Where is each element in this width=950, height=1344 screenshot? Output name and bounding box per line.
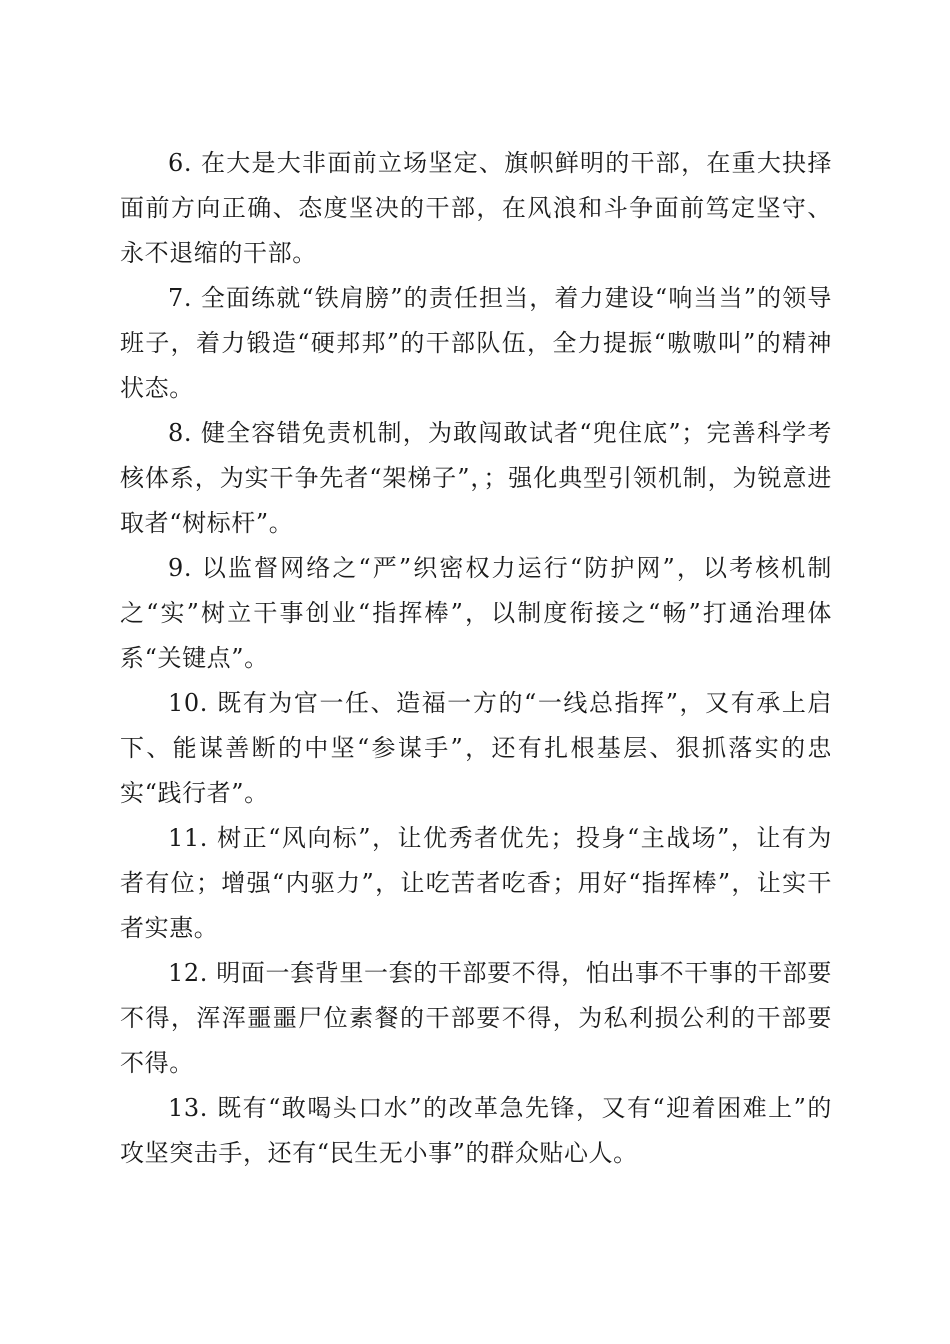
paragraph-11: 11. 树正“风向标”，让优秀者优先；投身“主战场”，让有为者有位；增强“内驱力”，让吃苦者吃香；用好“指挥棒”，让实干者实惠。: [120, 824, 832, 942]
paragraph-10: 10. 既有为官一任、造福一方的“一线总指挥”，又有承上启下、能谋善断的中坚“参谋手”，还有扎根基层、狠抓落实的忠实“践行者”。: [120, 689, 832, 807]
document-body: [120, 141, 832, 1176]
paragraph-8: 8. 健全容错免责机制，为敢闯敢试者“兜住底”；完善科学考核体系，为实干争先者“架梯子”，；强化典型引领机制，为锐意进取者“树标杆”。: [120, 419, 832, 537]
paragraph-9: 9. 以监督网络之“严”织密权力运行“防护网”，以考核机制之“实”树立干事创业“指挥棒”，以制度衔接之“畅”打通治理体系“关键点”。: [120, 554, 832, 672]
paragraph-13: 13. 既有“敢喝头口水”的改革急先锋，又有“迎着困难上”的攻坚突击手，还有“民生无小事”的群众贴心人。: [120, 1094, 832, 1167]
paragraph-6: 6. 在大是大非面前立场坚定、旗帜鲜明的干部，在重大抉择面前方向正确、态度坚决的干部，在风浪和斗争面前笃定坚守、永不退缩的干部。: [120, 149, 832, 267]
paragraph-7: 7. 全面练就“铁肩膀”的责任担当，着力建设“响当当”的领导班子，着力锻造“硬邦邦”的干部队伍，全力提振“嗷嗷叫”的精神状态。: [120, 284, 832, 402]
paragraph-12: 12. 明面一套背里一套的干部要不得，怕出事不干事的干部要不得，浑浑噩噩尸位素餐的干部要不得，为私利损公利的干部要不得。: [120, 959, 832, 1077]
